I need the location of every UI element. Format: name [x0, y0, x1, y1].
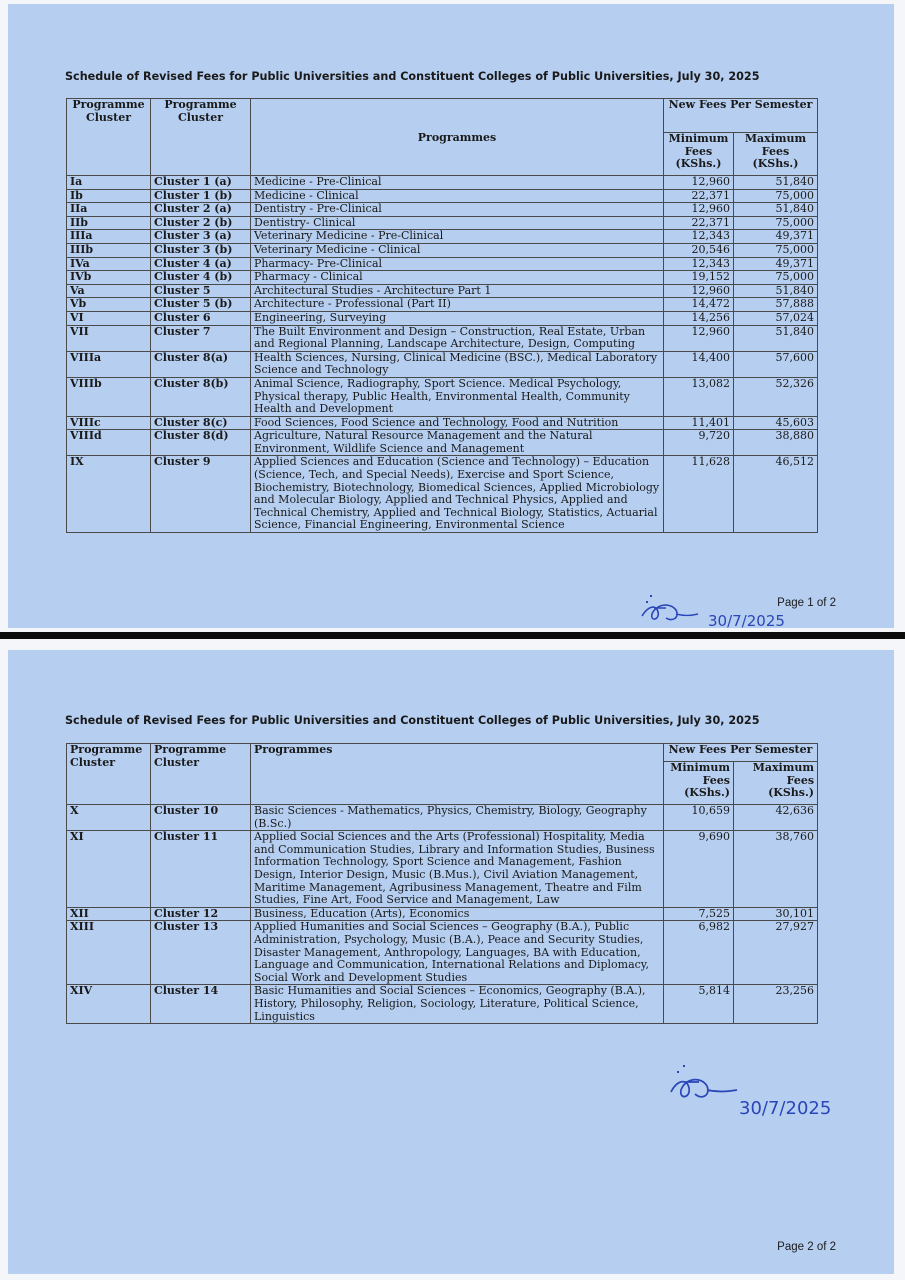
- max-fee: 42,636: [734, 805, 818, 831]
- signature: [636, 590, 806, 628]
- programme-text: Medicine - Clinical: [251, 189, 664, 203]
- header-cluster: Programme Cluster: [151, 744, 251, 805]
- max-fee: 38,880: [734, 430, 818, 456]
- min-fee: 12,343: [664, 230, 734, 244]
- cluster-name: Cluster 8(a): [151, 351, 251, 377]
- max-fee: 75,000: [734, 216, 818, 230]
- cluster-name: Cluster 9: [151, 456, 251, 533]
- min-fee: 22,371: [664, 189, 734, 203]
- cluster-name: Cluster 8(d): [151, 430, 251, 456]
- cluster-name: Cluster 5 (b): [151, 298, 251, 312]
- header-new-fees: New Fees Per Semester: [664, 99, 818, 133]
- table-row: [67, 271, 818, 285]
- cluster-code: VIIIa: [67, 351, 151, 377]
- cluster-name: Cluster 8(b): [151, 377, 251, 416]
- min-fee: 12,960: [664, 284, 734, 298]
- max-fee: 75,000: [734, 271, 818, 285]
- header-cluster: Programme Cluster: [151, 99, 251, 176]
- cluster-code: VI: [67, 311, 151, 325]
- header-min-fees: Minimum Fees (KShs.): [664, 762, 734, 805]
- header-max-fees: Maximum Fees (KShs.): [734, 133, 818, 176]
- min-fee: 9,690: [664, 831, 734, 908]
- cluster-code: XIV: [67, 985, 151, 1024]
- cluster-code: IIIa: [67, 230, 151, 244]
- max-fee: 57,600: [734, 351, 818, 377]
- max-fee: 45,603: [734, 416, 818, 430]
- header-min-fees: Minimum Fees (KShs.): [664, 133, 734, 176]
- table-row: [67, 907, 818, 921]
- min-fee: 20,546: [664, 243, 734, 257]
- max-fee: 57,024: [734, 311, 818, 325]
- programme-text: Applied Sciences and Education (Science and Technology) – Education (Science, Tech, and Special Needs), Exercise and Sport Science, Biochemistry, Biotechnology, Biomedical Sciences, Applied Microbiology and Molecular Biology, Applied and Technical Physics, Applied and Technical Chemistry, Applied and Technical Biology, Statistics, Actuarial Science, Financial Engineering, Environmental Science: [251, 456, 664, 533]
- cluster-name: Cluster 10: [151, 805, 251, 831]
- min-fee: 6,982: [664, 921, 734, 985]
- table-row: [67, 416, 818, 430]
- programme-text: Applied Social Sciences and the Arts (Professional) Hospitality, Media and Communication Studies, Library and Information Studies, Business Information Technology, Sport Science and Management, Fashion Design, Interior Design, Music (B.Mus.), Civil Aviation Management, Maritime Management, Agribusiness Management, Theatre and Film Studies, Fine Art, Food Service and Management, Law: [251, 831, 664, 908]
- table-row: [67, 257, 818, 271]
- max-fee: 57,888: [734, 298, 818, 312]
- table-row: [67, 230, 818, 244]
- programme-text: The Built Environment and Design – Construction, Real Estate, Urban and Regional Planning, Landscape Architecture, Design, Computing: [251, 325, 664, 351]
- page-number: Page 1 of 2: [777, 597, 836, 609]
- table-row: [67, 325, 818, 351]
- cluster-code: Vb: [67, 298, 151, 312]
- min-fee: 11,628: [664, 456, 734, 533]
- header-max-fees: Maximum Fees (KShs.): [734, 762, 818, 805]
- programme-text: Basic Humanities and Social Sciences – Economics, Geography (B.A.), History, Philosophy, Religion, Sociology, Literature, Political Science, Linguistics: [251, 985, 664, 1024]
- min-fee: 13,082: [664, 377, 734, 416]
- header-cluster-code: Programme Cluster: [67, 99, 151, 176]
- min-fee: 22,371: [664, 216, 734, 230]
- header-cluster-code: Programme Cluster: [67, 744, 151, 805]
- page-number: Page 2 of 2: [777, 1241, 836, 1253]
- max-fee: 38,760: [734, 831, 818, 908]
- max-fee: 75,000: [734, 243, 818, 257]
- table-row: [67, 203, 818, 217]
- page-title: Schedule of Revised Fees for Public Universities and Constituent Colleges of Public Universities, July 30, 2025: [65, 714, 760, 727]
- header-row: [67, 744, 818, 762]
- table-row: [67, 377, 818, 416]
- min-fee: 12,960: [664, 203, 734, 217]
- table-row: [67, 298, 818, 312]
- programme-text: Medicine - Pre-Clinical: [251, 176, 664, 190]
- cluster-code: XII: [67, 907, 151, 921]
- cluster-code: IX: [67, 456, 151, 533]
- table-row: [67, 430, 818, 456]
- cluster-name: Cluster 1 (b): [151, 189, 251, 203]
- table-row: [67, 176, 818, 190]
- min-fee: 5,814: [664, 985, 734, 1024]
- cluster-code: IVb: [67, 271, 151, 285]
- cluster-code: X: [67, 805, 151, 831]
- cluster-name: Cluster 4 (b): [151, 271, 251, 285]
- max-fee: 51,840: [734, 203, 818, 217]
- cluster-name: Cluster 4 (a): [151, 257, 251, 271]
- max-fee: 30,101: [734, 907, 818, 921]
- table-row: [67, 921, 818, 985]
- document-page-2: [8, 650, 894, 1274]
- table-row: [67, 805, 818, 831]
- programme-text: Food Sciences, Food Science and Technology, Food and Nutrition: [251, 416, 664, 430]
- cluster-name: Cluster 12: [151, 907, 251, 921]
- max-fee: 51,840: [734, 325, 818, 351]
- header-new-fees: New Fees Per Semester: [664, 744, 818, 762]
- table-row: [67, 311, 818, 325]
- min-fee: 14,400: [664, 351, 734, 377]
- min-fee: 19,152: [664, 271, 734, 285]
- table-row: [67, 284, 818, 298]
- min-fee: 14,472: [664, 298, 734, 312]
- cluster-name: Cluster 1 (a): [151, 176, 251, 190]
- cluster-code: Va: [67, 284, 151, 298]
- max-fee: 49,371: [734, 230, 818, 244]
- table-row: [67, 216, 818, 230]
- fees-body: [67, 805, 818, 1024]
- programme-text: Veterinary Medicine - Pre-Clinical: [251, 230, 664, 244]
- header-programmes: Programmes: [251, 99, 664, 176]
- document-page-1: [8, 4, 894, 628]
- max-fee: 27,927: [734, 921, 818, 985]
- header-row: [67, 99, 818, 133]
- max-fee: 51,840: [734, 176, 818, 190]
- cluster-code: VIIId: [67, 430, 151, 456]
- header-programmes: Programmes: [251, 744, 664, 805]
- table-row: [67, 351, 818, 377]
- cluster-code: VII: [67, 325, 151, 351]
- signature-date: 30/7/2025: [739, 1098, 832, 1119]
- programme-text: Basic Sciences - Mathematics, Physics, Chemistry, Biology, Geography (B.Sc.): [251, 805, 664, 831]
- min-fee: 12,343: [664, 257, 734, 271]
- max-fee: 23,256: [734, 985, 818, 1024]
- cluster-name: Cluster 11: [151, 831, 251, 908]
- programme-text: Health Sciences, Nursing, Clinical Medicine (BSC.), Medical Laboratory Science and Technology: [251, 351, 664, 377]
- cluster-name: Cluster 6: [151, 311, 251, 325]
- cluster-code: IVa: [67, 257, 151, 271]
- max-fee: 49,371: [734, 257, 818, 271]
- programme-text: Animal Science, Radiography, Sport Science. Medical Psychology, Physical therapy, Public Health, Environmental Health, Community Health and Development: [251, 377, 664, 416]
- fees-table: [66, 743, 818, 1024]
- cluster-code: VIIIb: [67, 377, 151, 416]
- programme-text: Veterinary Medicine - Clinical: [251, 243, 664, 257]
- cluster-code: VIIIc: [67, 416, 151, 430]
- min-fee: 9,720: [664, 430, 734, 456]
- page-divider: [0, 632, 905, 639]
- min-fee: 14,256: [664, 311, 734, 325]
- programme-text: Dentistry- Clinical: [251, 216, 664, 230]
- fees-body: [67, 176, 818, 533]
- cluster-code: IIb: [67, 216, 151, 230]
- cluster-name: Cluster 7: [151, 325, 251, 351]
- max-fee: 51,840: [734, 284, 818, 298]
- cluster-code: IIa: [67, 203, 151, 217]
- min-fee: 12,960: [664, 325, 734, 351]
- min-fee: 12,960: [664, 176, 734, 190]
- min-fee: 7,525: [664, 907, 734, 921]
- programme-text: Dentistry - Pre-Clinical: [251, 203, 664, 217]
- programme-text: Pharmacy- Pre-Clinical: [251, 257, 664, 271]
- cluster-code: XI: [67, 831, 151, 908]
- page-title: Schedule of Revised Fees for Public Universities and Constituent Colleges of Public Universities, July 30, 2025: [65, 70, 760, 83]
- cluster-code: Ia: [67, 176, 151, 190]
- signature-date: 30/7/2025: [708, 612, 785, 628]
- table-row: [67, 189, 818, 203]
- table-row: [67, 985, 818, 1024]
- programme-text: Engineering, Surveying: [251, 311, 664, 325]
- cluster-name: Cluster 5: [151, 284, 251, 298]
- table-row: [67, 456, 818, 533]
- signature: [663, 1060, 848, 1120]
- cluster-name: Cluster 2 (b): [151, 216, 251, 230]
- cluster-code: XIII: [67, 921, 151, 985]
- programme-text: Business, Education (Arts), Economics: [251, 907, 664, 921]
- cluster-name: Cluster 3 (b): [151, 243, 251, 257]
- cluster-code: Ib: [67, 189, 151, 203]
- max-fee: 46,512: [734, 456, 818, 533]
- programme-text: Architecture - Professional (Part II): [251, 298, 664, 312]
- cluster-name: Cluster 2 (a): [151, 203, 251, 217]
- min-fee: 10,659: [664, 805, 734, 831]
- table-row: [67, 831, 818, 908]
- table-row: [67, 243, 818, 257]
- max-fee: 75,000: [734, 189, 818, 203]
- min-fee: 11,401: [664, 416, 734, 430]
- programme-text: Pharmacy - Clinical: [251, 271, 664, 285]
- cluster-name: Cluster 14: [151, 985, 251, 1024]
- programme-text: Architectural Studies - Architecture Part 1: [251, 284, 664, 298]
- max-fee: 52,326: [734, 377, 818, 416]
- programme-text: Applied Humanities and Social Sciences – Geography (B.A.), Public Administration, Psychology, Music (B.A.), Peace and Security Studies, Disaster Management, Anthropology, Languages, BA with Education, Language and Communication, International Relations and Diplomacy, Social Work and Development Studies: [251, 921, 664, 985]
- cluster-name: Cluster 13: [151, 921, 251, 985]
- programme-text: Agriculture, Natural Resource Management and the Natural Environment, Wildlife Science and Management: [251, 430, 664, 456]
- fees-table: [66, 98, 818, 533]
- cluster-name: Cluster 3 (a): [151, 230, 251, 244]
- cluster-code: IIIb: [67, 243, 151, 257]
- cluster-name: Cluster 8(c): [151, 416, 251, 430]
